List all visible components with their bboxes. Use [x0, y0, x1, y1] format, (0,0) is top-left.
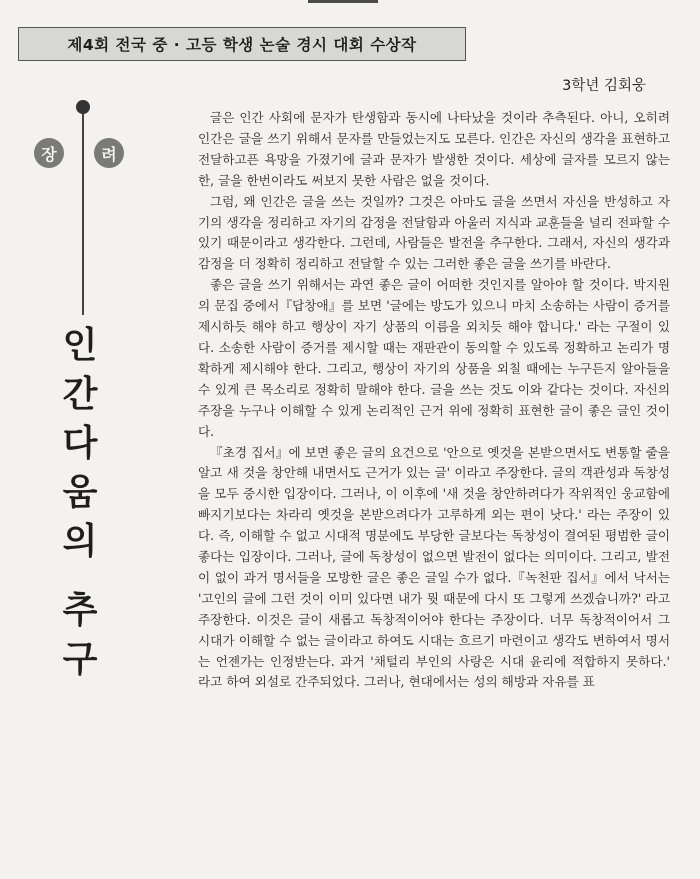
title-char: 구 — [62, 639, 98, 680]
top-rule — [308, 0, 378, 3]
vertical-rule-top-dot — [76, 100, 90, 114]
title-char: 움 — [62, 472, 98, 513]
contest-banner — [18, 27, 466, 61]
title-char: 다 — [62, 423, 98, 464]
title-char: 추 — [62, 590, 98, 631]
award-badge-1: 장 — [34, 138, 64, 168]
banner-title: 제4회 전국 중 · 고등 학생 논술 경시 대회 수상작 — [67, 36, 417, 54]
paragraph: 글은 인간 사회에 문자가 탄생함과 동시에 나타났을 것이라 추측된다. 아니, 오히려 인간은 글을 쓰기 위해서 문자를 만들었는지도 모른다. 인간은 자신의 생각을 표현하고 전달하고픈 욕망을 가졌기에 글과 문자가 발생한 것이다. 세상에 글자를 모르지 않는 한, 글을 한번이라도 써보지 못한 사람은 없을 것이다. — [198, 110, 670, 188]
essay-body — [198, 108, 670, 693]
paragraph: 『초경 집서』에 보면 좋은 글의 요건으로 '안으로 옛것을 본받으면서도 변통할 줄을 알고 새 것을 창안해 내면서도 근거가 있는 글' 이라고 주장한다. 글의 객관성과 독창성을 모두 중시한 입장이다. 그러나, 이 이후에 '새 것을 창안하려다가 작위적인 웅교함에 빠지기보다는 차라리 옛것을 본받으려다가 고루하게 외는 편이 낫다.' 라는 주장이 있다. 즉, 이해할 수 없고 시대적 명분에도 부당한 글보다는 독창성이 결여된 평범한 글이 좋다는 입장이다. 그러나, 글에 독창성이 없으면 발전이 없다는 의미이다. 그리고, 발전이 없이 과거 명서들을 모방한 글은 좋은 글일 수가 없다.『녹천판 집서』에서 낙서는 '고인의 글에 그런 것이 이미 있다면 내가 뭣 때문에 다시 또 그렇게 쓰겠습니까?' 라고 주장한다. 이것은 글이 새롭고 독창적이어야 한다는 주장이다. 너무 독창적이어서 그 시대가 이해할 수 없는 글이라고 하여도 시대는 흐르기 마련이고 생각도 변하여서 명서는 언젠가는 인정받는다. 과거 '채털리 부인의 사랑은 시대 윤리에 적합하지 못하다.' 라고 하여 외설로 간주되었다. 그러나, 현대에서는 성의 해방과 자유를 표 — [198, 444, 670, 690]
title-char: 간 — [62, 374, 98, 415]
paragraph: 좋은 글을 쓰기 위해서는 과연 좋은 글이 어떠한 것인지를 알아야 할 것이다. 박지원의 문집 중에서『답창애』를 보면 '글에는 방도가 있으니 마치 소송하는 사람이 증거를 제시하듯 해야 하고 행상이 자기 상품의 이름을 외치듯 해야 합니다.' 라는 구절이 있다. 소송한 사람이 증거를 제시할 때는 재판관이 동의할 수 있도록 정확하고 논리가 명확하게 제시해야 한다. 그리고, 행상이 자기의 상품을 외칠 때에는 누구든지 알아들을 수 있게 큰 목소리로 정확히 말해야 한다. 글을 쓰는 것도 이와 같다는 것이다. 자신의 주장을 누구나 이해할 수 있게 논리적인 근거 위에 정확히 표현한 글이 좋은 글인 것이다. — [198, 277, 670, 439]
author-line: 3학년 김회웅 — [562, 78, 646, 94]
paragraph: 그럼, 왜 인간은 글을 쓰는 것일까? 그것은 아마도 글을 쓰면서 자신을 반성하고 자기의 생각을 정리하고 자기의 감정을 전달함과 아울러 지식과 교훈들을 널리 전파할 수 있기 때문이라고 생각한다. 그런데, 사람들은 발전을 추구한다. 그래서, 자신의 생각과 감정을 더 정확히 정리하고 전달할 수 있는 그러한 좋은 글을 쓰기를 바란다. — [198, 193, 670, 272]
title-char: 의 — [62, 521, 98, 562]
essay-title-vertical — [50, 315, 110, 690]
award-badge-2: 려 — [94, 138, 124, 168]
title-char: 인 — [62, 325, 98, 366]
